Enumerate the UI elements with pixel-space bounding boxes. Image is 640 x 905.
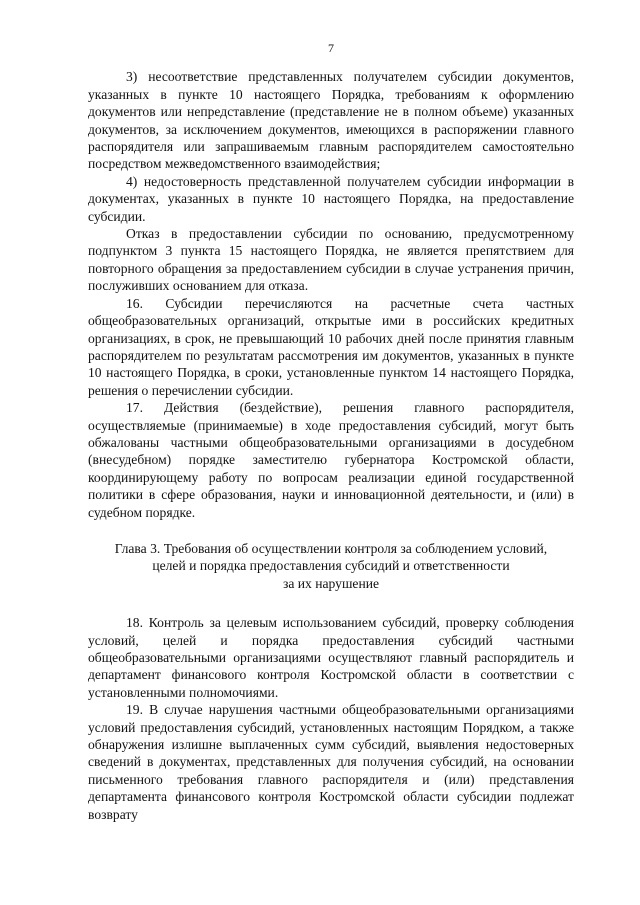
paragraph-item-3: 3) несоответствие представленных получателем субсидии документов, указанных в пункте 10 настоящего Порядка, требованиям к оформлению документов или непредставление (представление не в полном объеме) указанных документов, за исключением документов, имеющихся в распоряжении главного распорядителя или запрашиваемым главным распорядителем самостоятельно посредством межведомственного взаимодействия; xyxy=(88,69,574,172)
paragraph-16: 16. Субсидии перечисляются на расчетные счета частных общеобразовательных организаций, открытые ими в российских кредитных организациях, в срок, не превышающий 10 рабочих дней после принятия главным распорядителем по результатам рассмотрения им документов, указанных в пункте 10 настоящего Порядка, в сроки, установленные пунктом 14 настоящего Порядка, решения о перечислении субсидии. xyxy=(88,295,574,398)
page-number: 7 xyxy=(328,41,334,55)
chapter-heading-line-2: целей и порядка предоставления субсидий и ответственности xyxy=(152,558,510,574)
document-page xyxy=(88,40,574,823)
chapter-heading xyxy=(88,540,574,592)
paragraph-19: 19. В случае нарушения частными общеобразовательными организациями условий предоставления субсидий, установленных настоящим Порядком, а также обнаружения излишне выплаченных сумм субсидий, выявления недостоверных сведений в документах, представленных для получения субсидий, на основании письменного требования главного распорядителя и (или) представления департамента финансового контроля Костромской области субсидии подлежат возврату xyxy=(88,702,574,822)
paragraph-refusal-note: Отказ в предоставлении субсидии по основанию, предусмотренному подпунктом 3 пункта 15 настоящего Порядка, не является препятствием для повторного обращения за предоставлением субсидии в случае устранения причин, послуживших основанием для отказа. xyxy=(88,226,574,294)
paragraph-item-4: 4) недостоверность представленной получателем субсидии информации в документах, указанных в пункте 10 настоящего Порядка, на предоставление субсидии. xyxy=(88,173,574,224)
paragraph-18: 18. Контроль за целевым использованием субсидий, проверку соблюдения условий, целей и порядка предоставления субсидий частными общеобразовательными организациями осуществляют главный распорядитель и департамент финансового контроля Костромской области в соответствии с установленными полномочиями. xyxy=(88,615,574,700)
chapter-heading-line-3: за их нарушение xyxy=(282,575,380,591)
paragraph-17: 17. Действия (бездействие), решения главного распорядителя, осуществляемые (принимаемые) в ходе предоставления субсидий, могут быть обжалованы частными общеобразовательными организациями в досудебном (внесудебном) порядке заместителю губернатора Костромской области, координирующему работу по вопросам реализации единой государственной политики в сфере образования, науки и инновационной деятельности, и (или) в судебном порядке. xyxy=(88,400,574,520)
chapter-heading-line-1: Глава 3. Требования об осуществлении контроля за соблюдением условий, xyxy=(114,540,548,556)
